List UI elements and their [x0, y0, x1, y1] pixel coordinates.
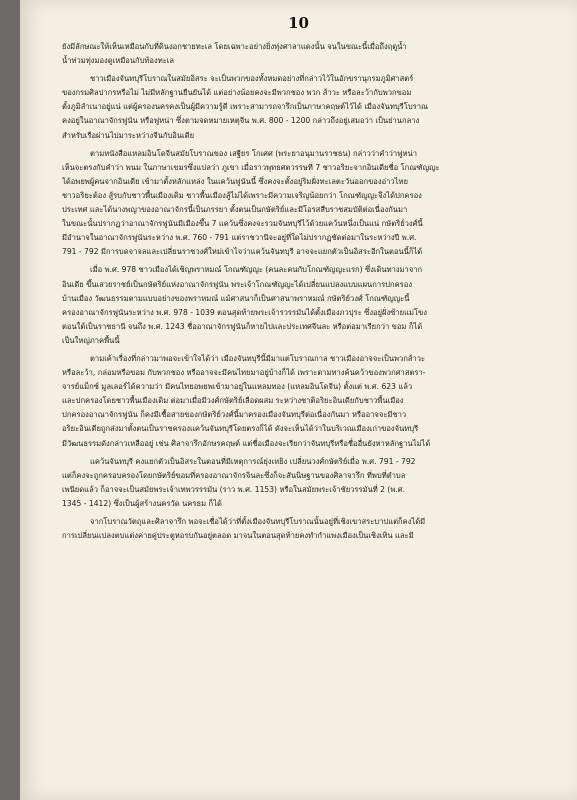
text-line: ประเทศ และได้นางพญาของอาณาจักรนี้เป็นภรรยา ตั้งตนเป็นกษัตริย์และมีโอรสสืบราชสมบัติต่อเนื่องกันมา: [62, 205, 408, 215]
body-text: [62, 40, 554, 547]
text-line: ชาวอริยะต้อง สู้รบกับชาวพื้นเมืองเดิม ชาวพื้นเมืองสู้ไม่ได้เพราะมีความเจริญน้อยกว่า โกณฑัญญะจึงได้ปกครอง: [62, 190, 422, 200]
text-line: จารย์แม็กซ์ มูลเลอร์ได้ความว่า มีคนไทยอพยพเข้ามาอยู่ในแหลมทอง (แหลมอินโดจีน) ตั้งแต่ พ.ศ. 623 แล้ว: [62, 382, 413, 392]
text-line: ตั้งภูมิลำเนาอยู่แน่ แต่ผู้ครองนครคงเป็นผู้มีความรู้ดี เพราะสามารถจารึกเป็นภาษาคฤษต์ไว้ได้ เมืองจันทบุรีโบราณ: [62, 102, 429, 112]
text-line: เมื่อ พ.ศ. 978 ชาวเมืองได้เชิญพราหมณ์ โกณฑัญญะ (คนละคนกับโกณฑัญญะแรก) ซึ่งเดินทางมาจาก: [90, 265, 423, 275]
text-line: ยังมีลักษณะให้เห็นเหมือนกับที่ดินงอกชายทะเล โดยเฉพาะอย่างยิ่งทุ่งศาลาแดงนั้น จนในขณะนี้เมื่อถึงฤดูน้ำ: [62, 42, 407, 51]
text-line: หรือละว้า, กล่อมหรือขอม กับพวกชอง หรืออาจจะมีคนไทยมาอยู่บ้างก็ได้ เพราะตามทางค้นคว้าของพวกศาสตรา-: [62, 368, 426, 378]
text-line: อริยะอินเดียถูกส่งมาตั้งตนเป็นราชครองแคว้นจันทบุรีโดยตรงก็ได้ ดังจะเห็นได้ว่าในบริเวณเมืองเก่าของจันทบุรี: [62, 424, 419, 434]
text-line: น้ำท่วมทุ่งมองดูเหมือนกับท้องทะเล: [62, 56, 175, 66]
page-number: 10: [288, 14, 309, 32]
paragraph: [62, 515, 554, 543]
paragraph: [62, 352, 554, 451]
text-line: แต่ก็คงจะถูกครอบครองโดยกษัตริย์ขอมที่ครองอาณาจักรจินละซึ่งก็จะสันนิษฐานของศิลาจารึก ที่พบที่ตำบล: [62, 470, 406, 480]
text-line: คงอยู่ในอาณาจักรฟูนัน หรือฟูหน่า ซึ่งตามจดหมายเหตุจีน พ.ศ. 800 - 1200 กล่าวถึงอยู่เสมอว่า เป็นย่านกลาง: [62, 116, 420, 126]
document-page: [20, 0, 577, 800]
text-line: ปกครองอาณาจักรฟูนัน ก็คงมีเชื้อสายของกษัตริย์วงศ์นี้มาครองเมืองจันทบุรีต่อเนื่องกันมา หรืออาจจะมีชาว: [62, 410, 407, 420]
text-line: มีอำนาจในอาณาจักรฟูนันระหว่าง พ.ศ. 760 - 791 แต่ราชวานีจะอยู่ที่ใดไม่ปรากฏชัดต่อมาในระหว่างปี พ.ศ.: [62, 233, 417, 243]
text-line: ตอนใต้เป็นราชธานี จนถึง พ.ศ. 1243 ชื่ออาณาจักรฟูนันก็หายไปและประเทศจีนละ หรือต่อมาเรียกว่า ขอม ก็ได้: [62, 321, 423, 331]
text-line: เพนียดแล้ว ก็อาจจะเป็นสมัยพระเจ้าเทพวรรรมัน (ราว พ.ศ. 1153) หรือในสมัยพระเจ้าชัยวรรมันที่ 2 (พ.ศ.: [62, 484, 406, 494]
text-line: บ้านเมือง วัฒนธรรมตามแบบอย่างของพราหมณ์ แม้ศาสนาก็เป็นศาสนาพราหมณ์ กษัตริย์วงศ์ โกณฑัญญะนี้: [62, 293, 410, 303]
paragraph: [62, 72, 554, 142]
text-line: เห็นจะตรงกับคำว่า พนม ในภาษาเขมรซึ่งแปลว่า ภูเขา เมื่อราวพุทธศตวรรษที่ 7 ชาวอริยะจากอินเดียชื่อ โกณฑัญญะ: [62, 162, 440, 172]
text-line: และปกครองโดยชาวพื้นเมืองเดิม ต่อมาเมื่อมีวงศ์กษัตริย์เลือดผสม ระหว่างชาติอริยะอินเดียกับชาวพื้นเมือง: [62, 396, 404, 406]
text-line: 1345 - 1412) ซึ่งเป็นผู้สร้างนครวัด นครธม ก็ได้: [62, 498, 222, 508]
paragraph: [62, 263, 554, 348]
text-line: ตามหนังสือแหลมอินโดจีนสมัยโบราณของ เสฐียร โกเศศ (พระยาอนุมานราชธน) กล่าวว่าคำว่าฟูหน่า: [90, 148, 417, 158]
text-line: จากโบราณวัตถุและศิลาจารึก พอจะเชื่อได้ว่าที่ตั้งเมืองจันทบุรีโบราณนั้นอยู่ที่เชิงเขาสระบาปแต่ก็คงได้มี: [90, 517, 426, 526]
text-line: ชาวเมืองจันทบุรีโบราณในสมัยอิสระ จะเป็นพวกของทั้งหมดอย่างที่กล่าวไว้ในอักขรานุกรมภูมิศาสตร์: [90, 74, 414, 84]
paragraph: [62, 455, 554, 511]
text-line: อินเดีย ขึ้นเสวยราชย์เป็นกษัตริย์แห่งอาณาจักรฟูนัน พระเจ้าโกณฑัญญะได้เปลี่ยนแปลงแบบแผนการปกครอง: [62, 279, 413, 289]
text-line: มีวัฒนธรรมดังกล่าวเหลืออยู่ เช่น ศิลาจารึกอักษรคฤษต์ แต่ชื่อเมืองจะเรียกว่าจันทบุรีหรือชื่ออื่นยังหาหลักฐานไม่ได้: [62, 438, 431, 448]
text-line: สำหรับเรือผ่านไปมาระหว่างจีนกับอินเดีย: [62, 130, 195, 140]
paragraph: [62, 147, 554, 260]
text-line: การเปลี่ยนแปลงตบแต่งค่ายคู่ประตูหอรบกันอยู่ตลอด มาจนในตอนสุดท้ายคงทำกำแพงเมืองเป็นเชิงเทิน และมี: [62, 531, 414, 541]
text-line: ได้อพยพผู้คนจากอินเดีย เข้ามาตั้งหลักแหล่ง ในแคว้นฟูนันนี้ ซึ่งคงจะตั้งอยู่ริมฝั่งทะเลตะวันออกของอ่าวไทย: [62, 176, 408, 186]
text-line: ของกรมศิลปากรหรือไม่ ไม่มีหลักฐานยืนยันได้ แต่อย่างน้อยคงจะมีพวกชอง พวก ส้าวะ หรือละว้ากับพวกขอม: [62, 88, 412, 98]
text-line: ในขณะนั้นปรากฏว่าอาณาจักรฟูนันมีเมืองขึ้น 7 แคว้นซึ่งคงจะรวมจันทบุรีไว้ด้วยแคว้นหนึ่งเป็นแน่ กษัตริย์วงศ์นี้: [62, 219, 423, 229]
text-line: ตามเค้าเรื่องที่กล่าวมาพอจะเข้าใจได้ว่า เมืองจันทบุรีนี้มีมาแต่โบราณกาล ชาวเมืองอาจจะเป็นพวกส้าวะ: [90, 353, 426, 363]
paragraph: [62, 40, 554, 68]
text-line: เป็นใหญ่ภาคพื้นนี้: [62, 335, 120, 345]
text-line: แคว้นจันทบุรี คงแยกตัวเป็นอิสระในตอนที่มีเหตุการณ์ยุ่งเหยิง เปลี่ยนวงศ์กษัตริย์เมื่อ พ.ศ. 791 - 792: [90, 456, 416, 466]
text-line: 791 - 792 มีการบดจาจลและเปลี่ยนราชวงศ์ใหม่เข้าไจว่าแคว้นจันทบุรี อาจจะแยกตัวเป็นอิสระอีกในตอนนี้ก็ได้: [62, 247, 423, 257]
text-line: ครองอาณาจักรฟูนันระหว่าง พ.ศ. 978 - 1039 ตอนสุดท้ายพระเจ้ารวรรมันได้ตั้งเมืองภวปุระ ซึ่งอยู่ฝั่งซ้ายแม่โขง: [62, 307, 427, 317]
